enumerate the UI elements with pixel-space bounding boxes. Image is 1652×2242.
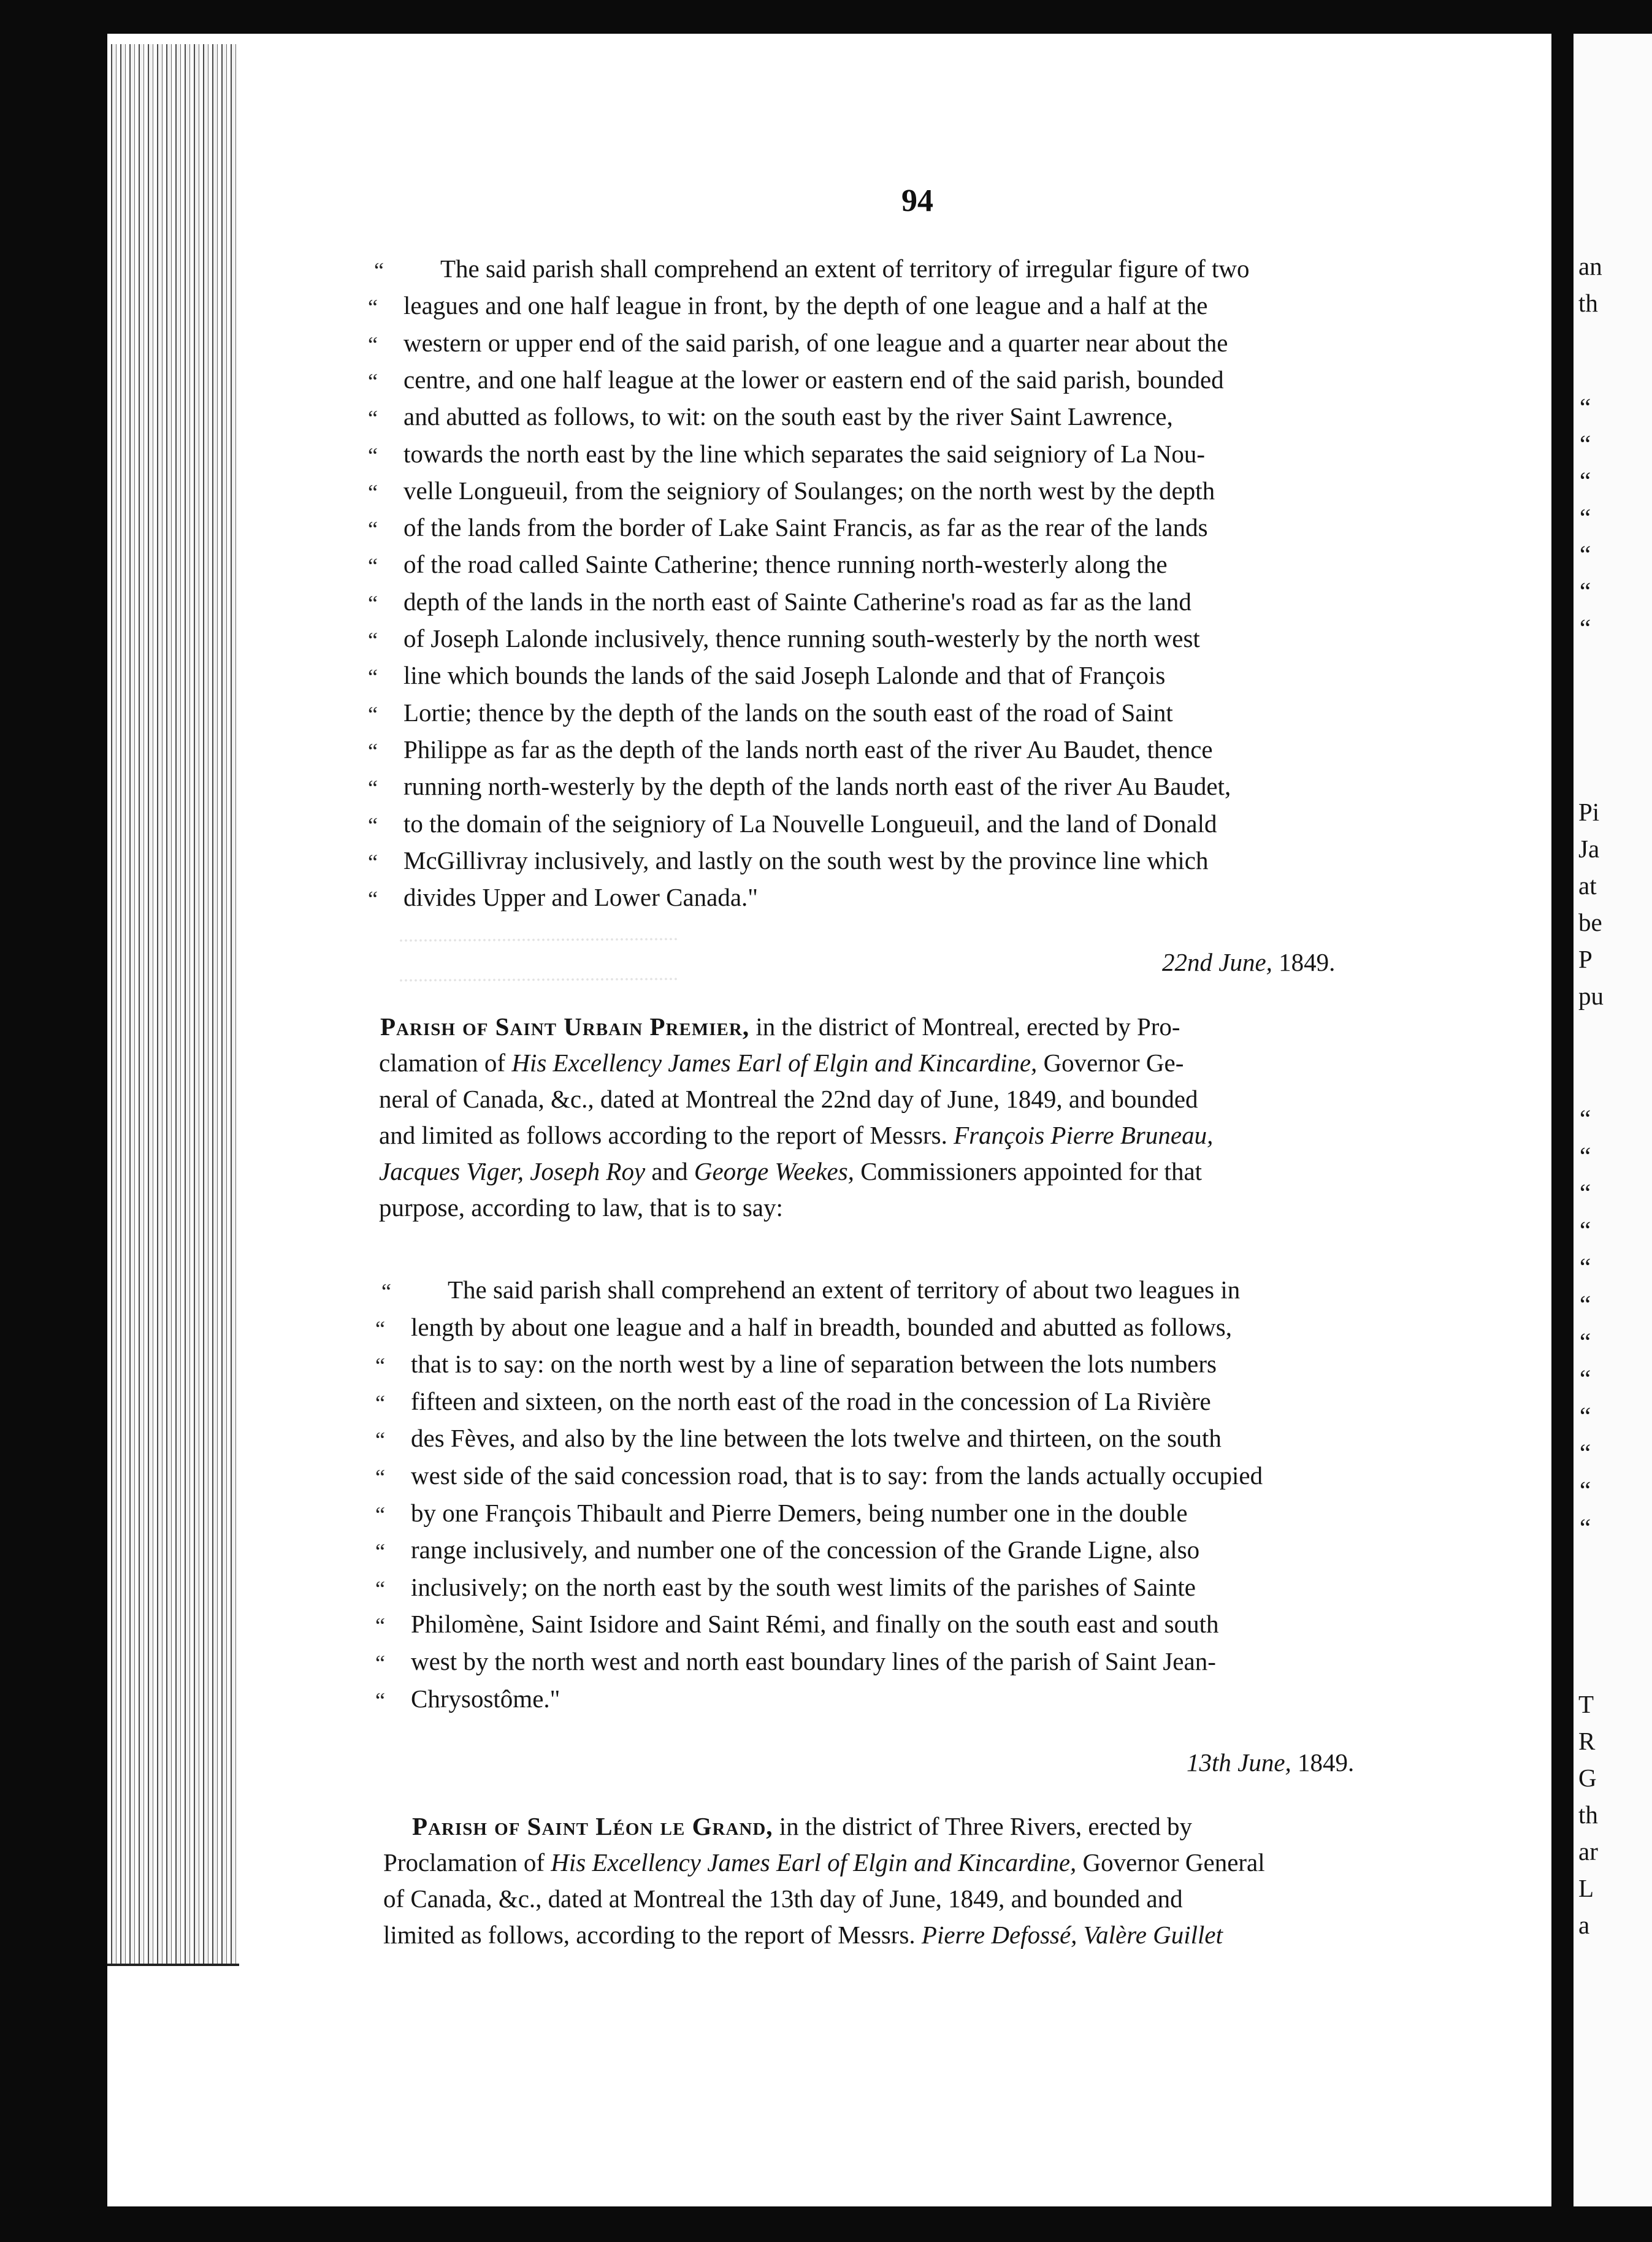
right-page-quote-mark: “ [1580, 1215, 1591, 1244]
show-through-text: ......................................................... [398, 922, 679, 946]
entry-2-line-2-a: Proclamation of [383, 1848, 545, 1877]
passage-1-quote-mark: “ [368, 776, 378, 801]
entry-2-line-2 [383, 1850, 1265, 1875]
passage-1-quote-mark: “ [368, 628, 378, 652]
book-gutter [1551, 0, 1574, 2242]
entry-2-line-4-a: limited as follows, according to the report of Messrs. [383, 1921, 916, 1949]
right-page-quote-mark: “ [1580, 503, 1591, 532]
passage-1-quote-mark: “ [368, 295, 378, 320]
passage-1-line: running north-westerly by the depth of the lands north east of the river Au Baudet, [403, 772, 1231, 801]
passage-1-line: depth of the lands in the north east of Sainte Catherine's road as far as the land [403, 587, 1191, 616]
right-page-fragment-text: R [1578, 1727, 1596, 1755]
show-through-text: ......................................................... [398, 962, 679, 986]
passage-1-line: western or upper end of the said parish, of one league and a quarter near about the [403, 328, 1228, 357]
passage-1-quote-mark: “ [368, 369, 378, 394]
passage-1-line: of Joseph Lalonde inclusively, thence running south-westerly by the north west [403, 624, 1200, 652]
passage-2-line: west side of the said concession road, that is to say: from the lands actually occupied [411, 1461, 1263, 1490]
entry-1-line-2-b: Governor Ge- [1043, 1049, 1184, 1077]
passage-2-quote-mark: “ [375, 1651, 385, 1675]
passage-1-quote-mark: “ [368, 517, 378, 542]
passage-1-quote-mark: “ [374, 258, 384, 283]
passage-1-line: velle Longueuil, from the seigniory of Soulanges; on the north west by the depth [403, 476, 1215, 505]
right-page-quote-mark: “ [1580, 1141, 1591, 1170]
page-stack-edges [107, 44, 239, 1966]
right-page-fragment-text: th [1578, 1800, 1598, 1829]
right-page-fragment-text: L [1578, 1874, 1594, 1902]
passage-1-quote-mark: “ [368, 480, 378, 505]
passage-1-line: towards the north east by the line which separates the said seigniory of La Nou- [403, 439, 1206, 468]
date-2-year: 1849. [1298, 1748, 1355, 1777]
passage-2-line: Chrysostôme." [411, 1684, 560, 1713]
right-page-fragment-text: pu [1578, 982, 1604, 1010]
right-page-fragment-text: a [1578, 1911, 1590, 1939]
entry-2-line-4 [383, 1923, 1223, 1948]
passage-1-line: McGillivray inclusively, and lastly on the south west by the province line which [403, 846, 1209, 874]
passage-1-line: line which bounds the lands of the said Joseph Lalonde and that of François [403, 661, 1166, 690]
right-page-fragment-text: at [1578, 871, 1597, 900]
passage-1-quote-mark: “ [368, 443, 378, 468]
entry-1-line-5-b: Commissioners appointed for that [860, 1157, 1203, 1185]
entry-1-line-2-italic: His Excellency James Earl of Elgin and Kincardine, [511, 1049, 1038, 1077]
passage-1-line: of the lands from the border of Lake Saint Francis, as far as the rear of the lands [403, 513, 1208, 542]
passage-1-quote-mark: “ [368, 849, 378, 874]
passage-1-line: and abutted as follows, to wit: on the south east by the river Saint Lawrence, [403, 402, 1173, 431]
passage-2-line: range inclusively, and number one of the concession of the Grande Ligne, also [411, 1536, 1200, 1564]
entry-1-line-3: neral of Canada, &c., dated at Montreal the 22nd day of June, 1849, and bounded [379, 1085, 1198, 1113]
entry-1-line-6: purpose, according to law, that is to say: [379, 1193, 783, 1222]
right-page-fragment-text: Ja [1578, 835, 1600, 863]
scan-border-top [0, 0, 1652, 34]
right-page-quote-mark: “ [1580, 1513, 1591, 1542]
date-2 [1187, 1748, 1354, 1777]
entry-1-heading: Parish of Saint Urbain Premier, [380, 1012, 750, 1041]
right-page-quote-mark: “ [1580, 1476, 1591, 1504]
passage-2-quote-mark: “ [375, 1613, 385, 1639]
passage-1-quote-mark: “ [368, 591, 378, 616]
passage-2-quote-mark: “ [375, 1316, 385, 1341]
date-1-year: 1849. [1279, 948, 1336, 976]
passage-2-quote-mark: “ [375, 1539, 385, 1564]
passage-2-quote-mark: “ [375, 1688, 385, 1713]
passage-1-line: Philippe as far as the depth of the lands north east of the river Au Baudet, thence [403, 735, 1213, 763]
passage-2-line: that is to say: on the north west by a line of separation between the lots numbers [411, 1350, 1217, 1379]
passage-2-line: des Fèves, and also by the line between the lots twelve and thirteen, on the south [411, 1424, 1222, 1453]
entry-2-line-2-italic: His Excellency James Earl of Elgin and Kincardine, [551, 1848, 1077, 1877]
passage-2-line: inclusively; on the north east by the south west limits of the parishes of Sainte [411, 1572, 1196, 1601]
passage-1-line: The said parish shall comprehend an extent of territory of irregular figure of two [440, 254, 1250, 283]
entry-2-line-1-text: in the district of Three Rivers, erected by [779, 1812, 1193, 1840]
entry-1-line-4-a: and limited as follows according to the report of Messrs. [379, 1121, 947, 1149]
right-page-fragment-text: Pi [1578, 798, 1600, 826]
passage-2-line: west by the north west and north east boundary lines of the parish of Saint Jean- [411, 1647, 1216, 1675]
right-page-quote-mark: “ [1580, 1401, 1591, 1430]
entry-1-line-2 [379, 1050, 1184, 1076]
passage-2-line: by one François Thibault and Pierre Demers, being number one in the double [411, 1498, 1188, 1527]
right-page-quote-mark: “ [1580, 393, 1591, 421]
passage-2-quote-mark: “ [375, 1353, 385, 1379]
passage-1-quote-mark: “ [368, 813, 378, 838]
passage-2-line: length by about one league and a half in breadth, bounded and abutted as follows, [411, 1312, 1232, 1341]
passage-1-quote-mark: “ [368, 702, 378, 727]
right-page-quote-mark: “ [1580, 1253, 1591, 1282]
right-page-quote-mark: “ [1580, 1104, 1591, 1133]
passage-2-quote-mark: “ [375, 1502, 385, 1527]
passage-2-line: Philomène, Saint Isidore and Saint Rémi, and finally on the south east and south [411, 1610, 1219, 1639]
right-page-fragment-text: be [1578, 908, 1602, 936]
right-page-fragment-text: an [1578, 252, 1602, 280]
date-1 [1162, 947, 1335, 977]
passage-1-quote-mark: “ [368, 332, 378, 357]
right-page-quote-mark: “ [1580, 540, 1591, 568]
entry-2-line-4-italic: Pierre Defossé, Valère Guillet [921, 1921, 1223, 1949]
entry-2-line-3: of Canada, &c., dated at Montreal the 13th day of June, 1849, and bounded and [383, 1884, 1183, 1913]
right-page-fragment-text: th [1578, 289, 1598, 317]
passage-2-quote-mark: “ [375, 1428, 385, 1453]
entry-1-line-4 [379, 1123, 1213, 1148]
entry-1-line-4-italic: François Pierre Bruneau, [954, 1121, 1214, 1149]
passage-2-quote-mark: “ [375, 1390, 385, 1415]
entry-1-line-5-and: and [651, 1157, 688, 1185]
passage-1-line: divides Upper and Lower Canada." [403, 883, 759, 912]
entry-1-line-5 [379, 1159, 1202, 1184]
entry-2-line-1 [412, 1814, 1192, 1839]
date-2-day: 13th June, [1187, 1748, 1291, 1777]
passage-1-line: to the domain of the seigniory of La Nouvelle Longueuil, and the land of Donald [403, 809, 1217, 838]
passage-2-quote-mark: “ [375, 1576, 385, 1601]
right-page-fragment-text: T [1578, 1690, 1594, 1718]
right-page-quote-mark: “ [1580, 1364, 1591, 1393]
passage-2-quote-mark: “ [375, 1465, 385, 1490]
entry-1-line-5-italic-b: George Weekes, [694, 1157, 854, 1185]
right-page-quote-mark: “ [1580, 1290, 1591, 1318]
right-page-quote-mark: “ [1580, 467, 1591, 495]
scan-border-left [0, 0, 107, 2242]
right-page-quote-mark: “ [1580, 577, 1591, 605]
right-page-quote-mark: “ [1580, 1327, 1591, 1356]
right-page-quote-mark: “ [1580, 614, 1591, 642]
right-page-quote-mark: “ [1580, 1179, 1591, 1207]
right-page-fragment-text: G [1578, 1764, 1597, 1792]
date-1-day: 22nd June, [1162, 948, 1272, 976]
entry-1-line-2-a: clamation of [379, 1049, 506, 1077]
entry-2-heading: Parish of Saint Léon le Grand, [412, 1812, 773, 1840]
right-page-quote-mark: “ [1580, 430, 1591, 458]
book-page-right-fragment [1574, 34, 1652, 2206]
passage-1-line: leagues and one half league in front, by the depth of one league and a half at the [403, 291, 1208, 320]
entry-2-line-2-b: Governor General [1082, 1848, 1265, 1877]
passage-1-quote-mark: “ [368, 887, 378, 912]
entry-1-line-5-italic-a: Jacques Viger, Joseph Roy [379, 1157, 646, 1185]
right-page-quote-mark: “ [1580, 1439, 1591, 1467]
passage-2-line: The said parish shall comprehend an extent of territory of about two leagues in [448, 1276, 1241, 1304]
passage-1-quote-mark: “ [368, 406, 378, 431]
passage-2-line: fifteen and sixteen, on the north east of the road in the concession of La Rivière [411, 1387, 1211, 1415]
passage-1-quote-mark: “ [368, 554, 378, 579]
passage-2-quote-mark: “ [381, 1279, 391, 1304]
passage-1-line: Lortie; thence by the depth of the lands on the south east of the road of Saint [403, 698, 1173, 727]
right-page-fragment-text: P [1578, 945, 1593, 973]
passage-1-line: centre, and one half league at the lower or eastern end of the said parish, bounded [403, 365, 1224, 394]
page-number: 94 [901, 183, 933, 218]
entry-1-line-1 [380, 1014, 1180, 1039]
entry-1-line-1-text: in the district of Montreal, erected by Pro- [755, 1012, 1180, 1041]
passage-1-quote-mark: “ [368, 665, 378, 690]
scan-border-bottom [0, 2206, 1652, 2242]
passage-1-quote-mark: “ [368, 738, 378, 763]
right-page-fragment-text: ar [1578, 1837, 1598, 1865]
passage-1-line: of the road called Sainte Catherine; thence running north-westerly along the [403, 550, 1168, 579]
